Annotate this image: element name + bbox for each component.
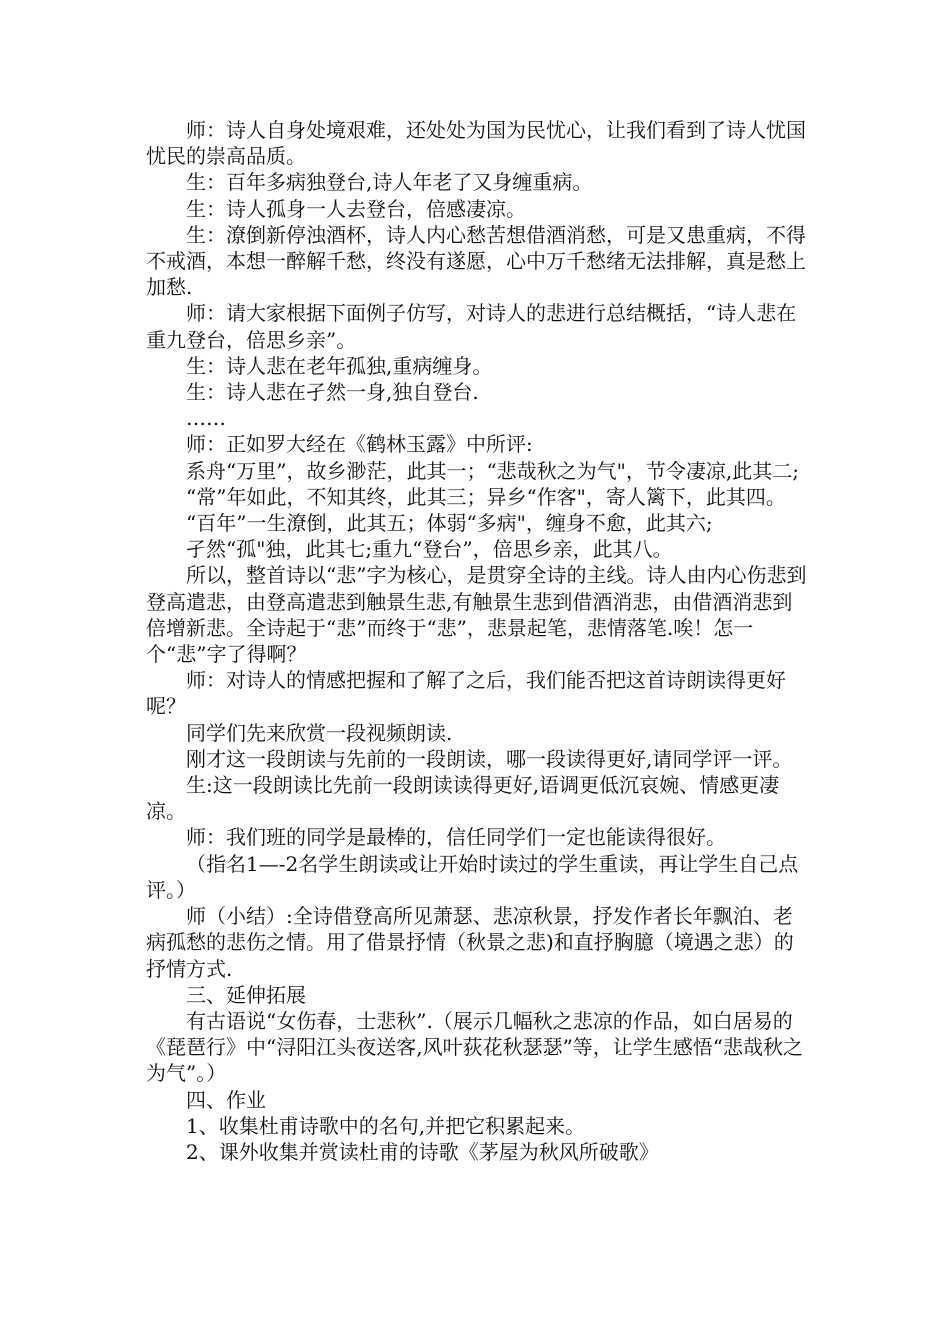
paragraph-10: 系舟“万里”，故乡渺茫，此其一；“悲哉秋之为气"，节令凄凉,此其二;: [186, 458, 799, 483]
homework-item-2: 2、课外收集并赏读杜甫的诗歌《茅屋为秋风所破歌》: [186, 1139, 659, 1164]
paragraph-11: “常”年如此，不知其终，此其三；异乡“作客"，寄人篱下，此其四。: [186, 484, 786, 509]
homework-item-1: 1、收集杜甫诗歌中的名句,并把它积累起来。: [186, 1113, 586, 1138]
paragraph-9: 师：正如罗大经在《鹤林玉露》中所评:: [186, 432, 533, 457]
paragraph-15: 师：对诗人的情感把握和了解了之后，我们能否把这首诗朗读得更好呢？: [146, 668, 786, 719]
section-heading-extension: 三、延伸拓展: [186, 982, 306, 1007]
paragraph-3: 生：诗人孤身一人去登台，倍感凄凉。: [186, 196, 526, 221]
paragraph-19: 师：我们班的同学是最棒的，信任同学们一定也能读得很好。: [186, 825, 726, 850]
paragraph-17: 刚才这一段朗读与先前的一段朗读，哪一段读得更好,请同学评一评。: [186, 746, 793, 771]
paragraph-7: 生：诗人悲在孑然一身,独自登台.: [186, 380, 479, 405]
paragraph-ellipsis: ……: [186, 406, 226, 431]
paragraph-14: 所以，整首诗以“悲”字为核心，是贯穿全诗的主线。诗人由内心伤悲到登高遣悲，由登高遣悲到触景生悲,有触景生悲到借酒消悲，由借酒消悲到倍增新悲。全诗起于“悲”而终于“悲”，悲景起笔，悲情落笔.唉！怎一个“悲”字了得啊？: [146, 563, 807, 667]
paragraph-21: 师（小结）:全诗借登高所见萧瑟、悲凉秋景，抒发作者长年飘泊、老病孤愁的悲伤之情。用了借景抒情（秋景之悲)和直抒胸臆（境遇之悲）的抒情方式.: [146, 904, 794, 981]
paragraph-23: 有古语说“女伤春，士悲秋”.（展示几幅秋之悲凉的作品，如白居易的《琵琶行》中“浔阳江头夜送客,风叶荻花秋瑟瑟”等，让学生感悟“悲哉秋之为气”。）: [146, 1008, 804, 1086]
paragraph-1: 师：诗人自身处境艰难，还处处为国为民忧心，让我们看到了诗人忧国忧民的崇高品质。: [146, 118, 806, 169]
paragraph-5: 师：请大家根据下面例子仿写，对诗人的悲进行总结概括，“诗人悲在重九登台，倍思乡亲”。: [146, 301, 797, 352]
section-heading-homework: 四、作业: [186, 1087, 266, 1112]
paragraph-20: （指名1—-2名学生朗读或让开始时读过的学生重读，再让学生自己点评。）: [146, 851, 799, 902]
paragraph-2: 生：百年多病独登台,诗人年老了又身缠重病。: [186, 170, 593, 195]
paragraph-4: 生：潦倒新停浊酒杯，诗人内心愁苦想借酒消愁，可是又患重病，不得不戒酒，本想一醉解千愁，终没有遂愿，心中万千愁绪无法排解，真是愁上加愁.: [146, 222, 806, 300]
paragraph-18: 生:这一段朗读比先前一段朗读读得更好,语调更低沉哀婉、情感更凄凉。: [146, 773, 780, 824]
paragraph-12: “百年”一生潦倒，此其五；体弱“多病"，缠身不愈，此其六;: [186, 511, 713, 536]
paragraph-16: 同学们先来欣赏一段视频朗读.: [186, 720, 453, 745]
paragraph-6: 生：诗人悲在老年孤独,重病缠身。: [186, 353, 493, 378]
paragraph-13: 孑然“孤"独，此其七;重九“登台”，倍思乡亲，此其八。: [186, 537, 673, 562]
document-body: [0, 117, 950, 1165]
